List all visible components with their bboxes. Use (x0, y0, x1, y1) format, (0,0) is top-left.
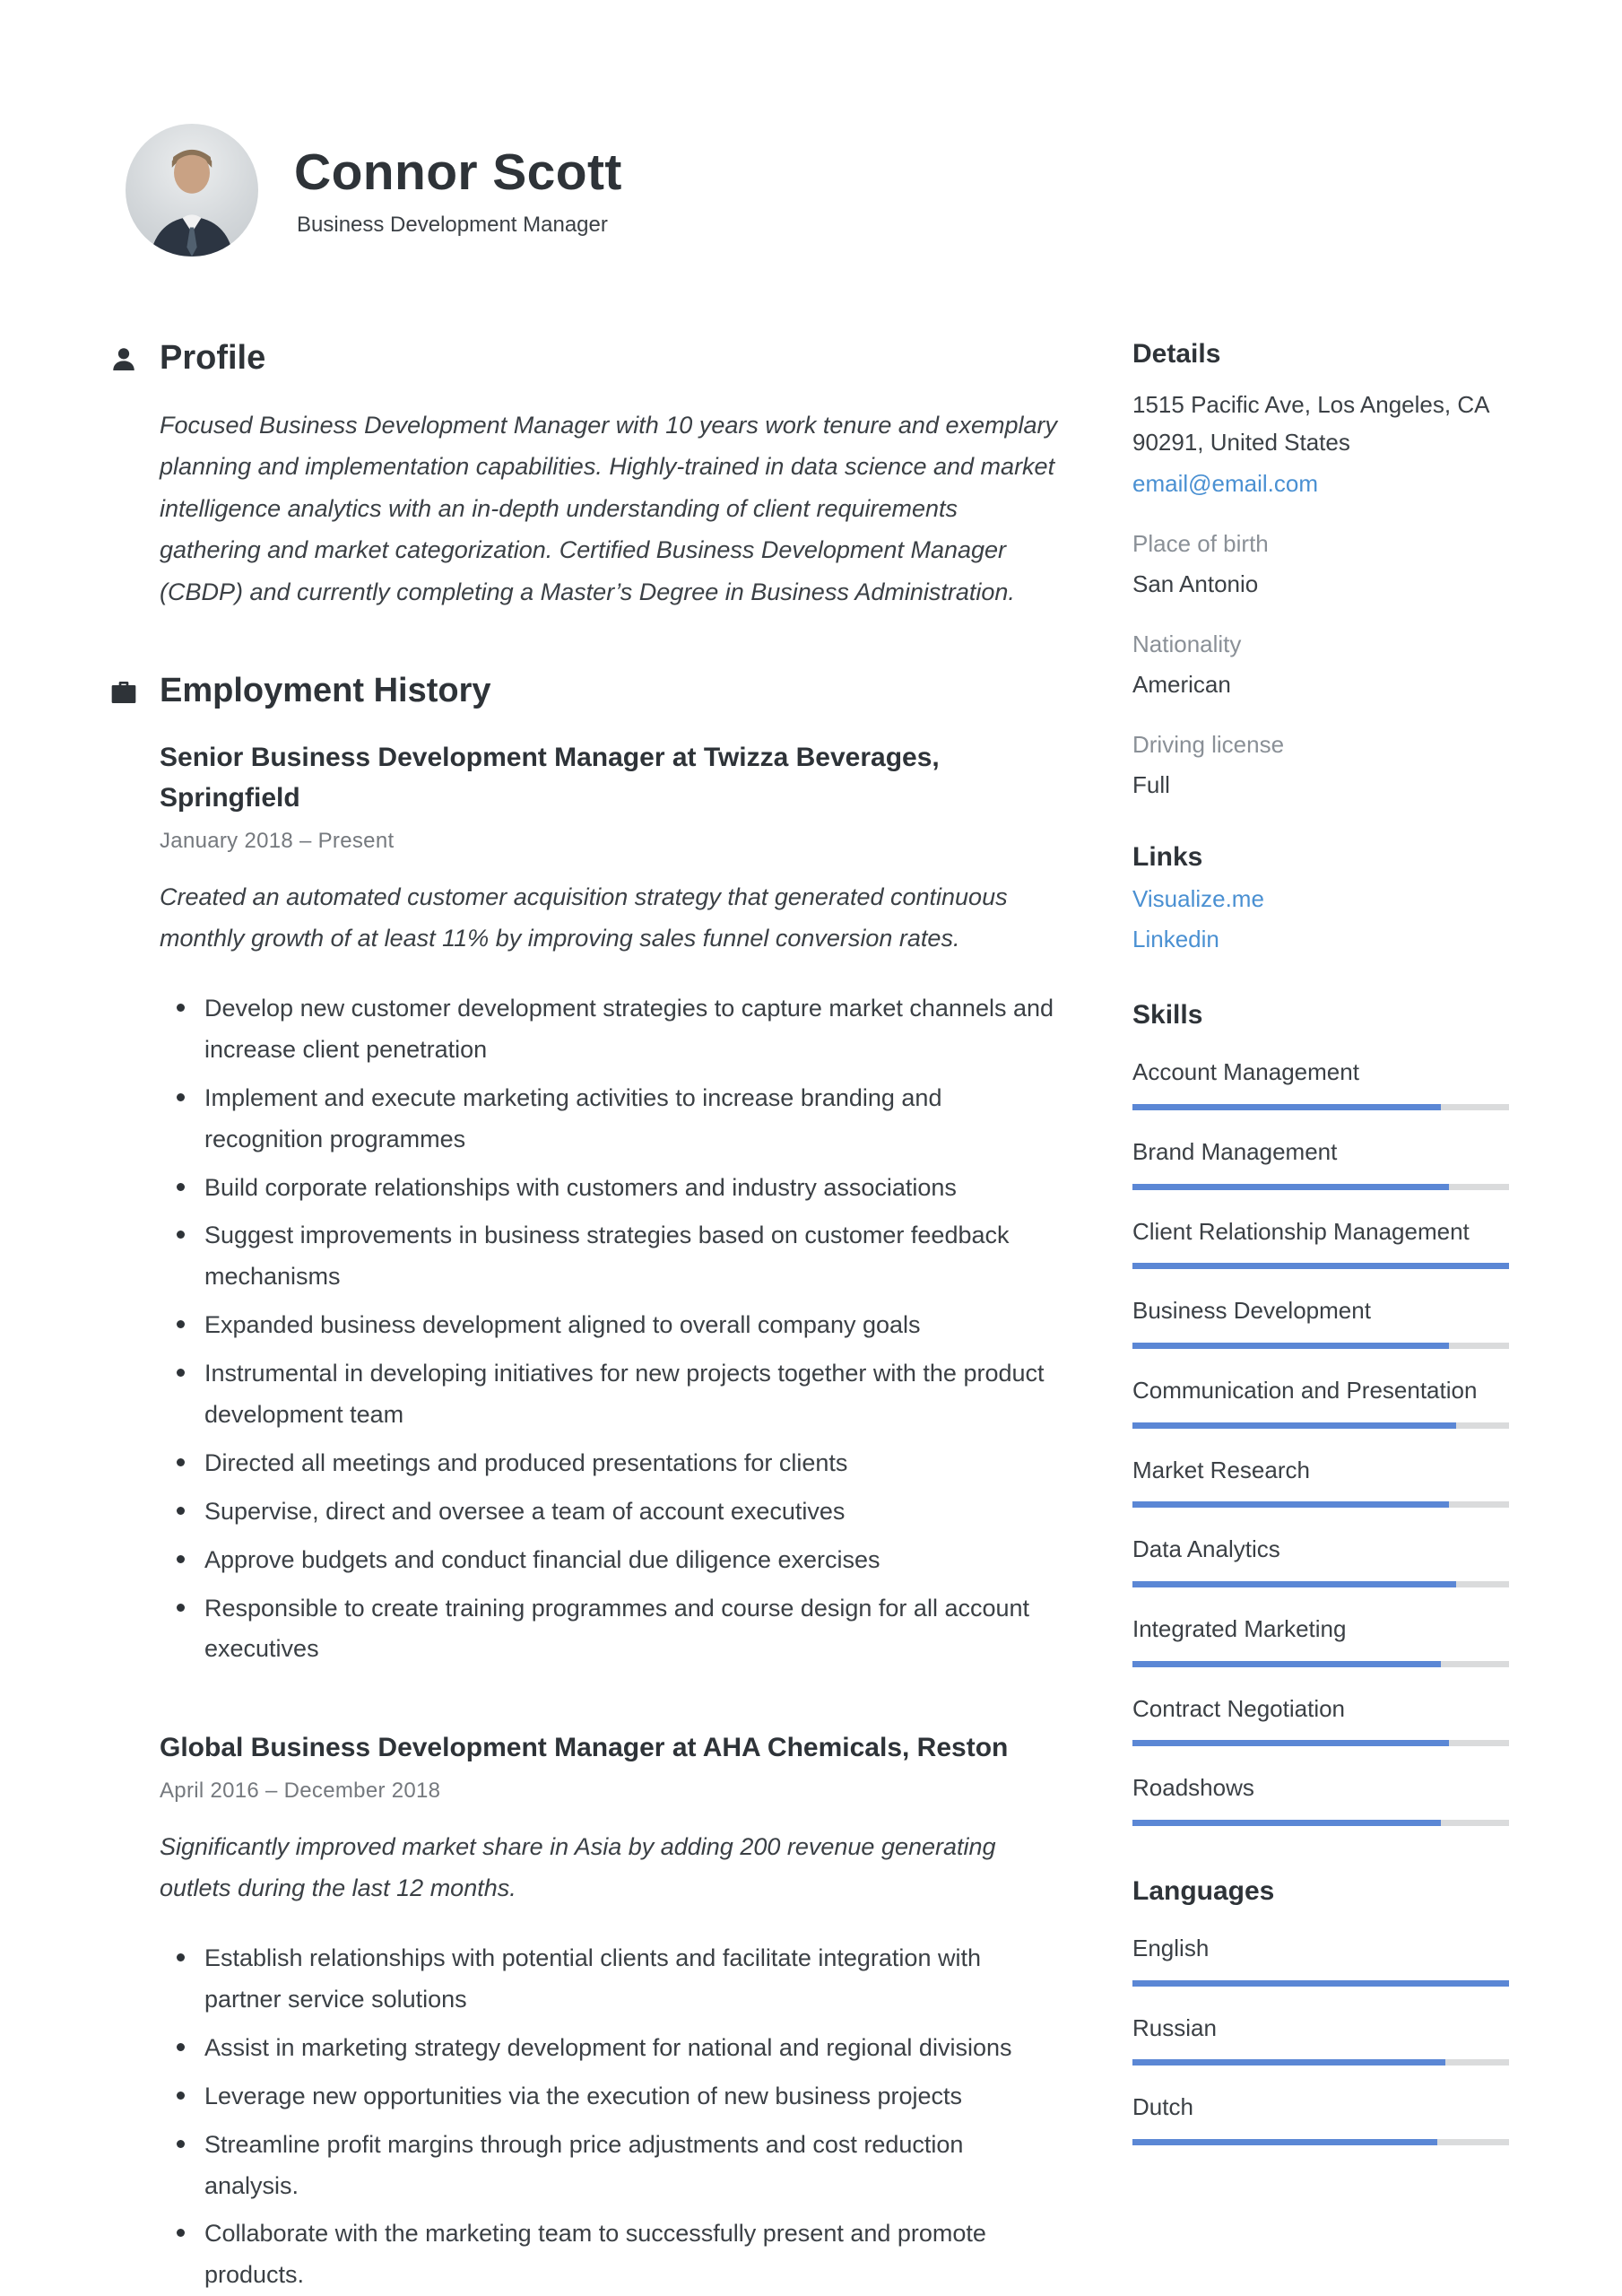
language-name: Russian (1132, 2013, 1217, 2041)
job-bullet-list (160, 1938, 1063, 2296)
details-heading: Details (1132, 339, 1221, 369)
detail-field (1132, 530, 1509, 598)
skill-bar-fill (1132, 1661, 1441, 1667)
skill-item (1132, 1374, 1509, 1429)
candidate-title: Business Development Manager (297, 213, 608, 237)
skill-name: Integrated Marketing (1132, 1615, 1347, 1643)
detail-label: Driving license (1132, 731, 1285, 759)
skills-section (1132, 1000, 1509, 1826)
language-bar-track (1132, 1980, 1509, 1987)
content-columns (160, 339, 1509, 2296)
language-bar-fill (1132, 2059, 1445, 2066)
job-bullet: Establish relationships with potential clients and facilitate integration with partner service solutions (204, 1938, 1063, 2021)
profile-section (160, 339, 1063, 613)
language-bar-fill (1132, 2139, 1437, 2145)
job-bullet: Suggest improvements in business strategies based on customer feedback mechanisms (204, 1215, 1063, 1298)
job-bullet-list (160, 988, 1063, 1670)
job-bullet: Responsible to create training programmes and course design for all account executives (204, 1588, 1063, 1671)
language-item (1132, 2091, 1509, 2145)
detail-label: Place of birth (1132, 530, 1269, 558)
skill-bar-fill (1132, 1501, 1449, 1508)
job-bullet: Instrumental in developing initiatives for new projects together with the product development team (204, 1353, 1063, 1436)
skill-name: Client Relationship Management (1132, 1217, 1470, 1245)
skill-bar-fill (1132, 1104, 1441, 1110)
skill-bar-track (1132, 1184, 1509, 1190)
skill-item (1132, 1692, 1509, 1747)
skill-bar-track (1132, 1581, 1509, 1587)
details-section (1132, 339, 1509, 799)
languages-heading: Languages (1132, 1876, 1275, 1907)
employment-heading-row (160, 672, 1063, 710)
skill-item (1132, 1135, 1509, 1190)
main-column (160, 339, 1063, 2296)
skill-name: Business Development (1132, 1297, 1371, 1325)
skills-list (1132, 1056, 1509, 1826)
job-summary: Created an automated customer acquisition strategy that generated continuous monthly growth of at least 11% by improving sales funnel conversion rates. (160, 883, 1008, 952)
skill-name: Market Research (1132, 1456, 1310, 1483)
skill-bar-fill (1132, 1820, 1441, 1826)
sidebar-column (1132, 339, 1509, 2296)
skill-bar-track (1132, 1661, 1509, 1667)
job-bullet: Approve budgets and conduct financial due diligence exercises (204, 1540, 1063, 1581)
job-bullet: Build corporate relationships with customers and industry associations (204, 1168, 1063, 1209)
person-icon (109, 344, 138, 373)
briefcase-icon (109, 677, 138, 706)
language-item (1132, 2012, 1509, 2066)
job-dates: April 2016 – December 2018 (160, 1779, 441, 1804)
candidate-name: Connor Scott (294, 144, 622, 201)
details-fields (1132, 530, 1509, 799)
job-bullet: Supervise, direct and oversee a team of account executives (204, 1492, 1063, 1533)
profile-heading: Profile (160, 339, 266, 377)
skill-name: Brand Management (1132, 1137, 1338, 1165)
skill-item (1132, 1215, 1509, 1270)
job-title: Senior Business Development Manager at Twizza Beverages, Springfield (160, 743, 940, 813)
address-line-2: 90291, United States (1132, 429, 1350, 457)
skill-bar-fill (1132, 1740, 1449, 1746)
language-name: Dutch (1132, 2093, 1193, 2121)
job-entry (160, 1727, 1063, 2296)
skill-item (1132, 1056, 1509, 1110)
job-dates: January 2018 – Present (160, 829, 395, 854)
skill-name: Communication and Presentation (1132, 1376, 1478, 1404)
skill-bar-track (1132, 1422, 1509, 1429)
skills-heading: Skills (1132, 1000, 1203, 1031)
detail-value: Full (1132, 771, 1170, 799)
skill-item (1132, 1454, 1509, 1509)
skill-bar-track (1132, 1740, 1509, 1746)
job-bullet: Expanded business development aligned to overall company goals (204, 1305, 1063, 1346)
job-bullet: Directed all meetings and produced presentations for clients (204, 1443, 1063, 1484)
skill-bar-track (1132, 1501, 1509, 1508)
skill-name: Roadshows (1132, 1774, 1254, 1802)
skill-item (1132, 1613, 1509, 1667)
address (1132, 386, 1509, 461)
job-bullet: Develop new customer development strategies to capture market channels and increase client penetration (204, 988, 1063, 1071)
external-link[interactable]: Visualize.me (1132, 885, 1264, 913)
email-link[interactable]: email@email.com (1132, 470, 1318, 498)
job-entry (160, 737, 1063, 1670)
detail-value: San Antonio (1132, 570, 1259, 598)
links-heading: Links (1132, 842, 1203, 873)
resume-header (0, 0, 1622, 257)
job-bullet: Leverage new opportunities via the execution of new business projects (204, 2076, 1063, 2118)
detail-field (1132, 631, 1509, 699)
job-bullet: Collaborate with the marketing team to successfully present and promote products. (204, 2213, 1063, 2296)
language-name: English (1132, 1935, 1210, 1962)
skill-bar-fill (1132, 1422, 1456, 1429)
skill-bar-track (1132, 1104, 1509, 1110)
skill-bar-fill (1132, 1581, 1456, 1587)
links-section (1132, 842, 1509, 953)
language-bar-track (1132, 2139, 1509, 2145)
header-text (294, 143, 622, 238)
detail-field (1132, 731, 1509, 799)
skill-item (1132, 1533, 1509, 1587)
skill-bar-track (1132, 1820, 1509, 1826)
skill-item (1132, 1294, 1509, 1349)
profile-heading-row (160, 339, 1063, 378)
person-photo-silhouette (126, 124, 258, 257)
skill-bar-fill (1132, 1343, 1449, 1349)
language-item (1132, 1932, 1509, 1987)
language-bar-track (1132, 2059, 1509, 2066)
skill-name: Data Analytics (1132, 1535, 1280, 1563)
languages-section (1132, 1876, 1509, 2145)
skill-bar-fill (1132, 1184, 1449, 1190)
languages-list (1132, 1932, 1509, 2145)
skill-bar-track (1132, 1343, 1509, 1349)
detail-label: Nationality (1132, 631, 1242, 658)
detail-value: American (1132, 671, 1231, 699)
links-list (1132, 885, 1509, 953)
skill-bar-fill (1132, 1263, 1509, 1269)
skill-item (1132, 1771, 1509, 1826)
profile-text: Focused Business Development Manager with 10 years work tenure and exemplary planning and implementation capabilities. Highly-trained in data science and market intelligence analytics with an in-depth understanding of client requirements gathering and market categorization. Certified Business Development Manager (CBDP) and currently completing a Master’s Degree in Business Administration. (160, 412, 1058, 605)
skill-name: Account Management (1132, 1058, 1359, 1086)
job-summary: Significantly improved market share in Asia by adding 200 revenue generating outlets during the last 12 months. (160, 1833, 996, 1902)
job-title: Global Business Development Manager at AHA Chemicals, Reston (160, 1733, 1009, 1763)
skill-bar-track (1132, 1263, 1509, 1269)
job-bullet: Streamline profit margins through price adjustments and cost reduction analysis. (204, 2125, 1063, 2207)
language-bar-fill (1132, 1980, 1509, 1987)
employment-section (160, 672, 1063, 2296)
profile-photo (126, 124, 258, 257)
address-line-1: 1515 Pacific Ave, Los Angeles, CA (1132, 391, 1490, 418)
employment-heading: Employment History (160, 672, 491, 710)
job-bullet: Implement and execute marketing activities to increase branding and recognition programmes (204, 1078, 1063, 1161)
skill-name: Contract Negotiation (1132, 1694, 1346, 1722)
external-link[interactable]: Linkedin (1132, 926, 1219, 953)
job-bullet: Assist in marketing strategy development for national and regional divisions (204, 2028, 1063, 2069)
